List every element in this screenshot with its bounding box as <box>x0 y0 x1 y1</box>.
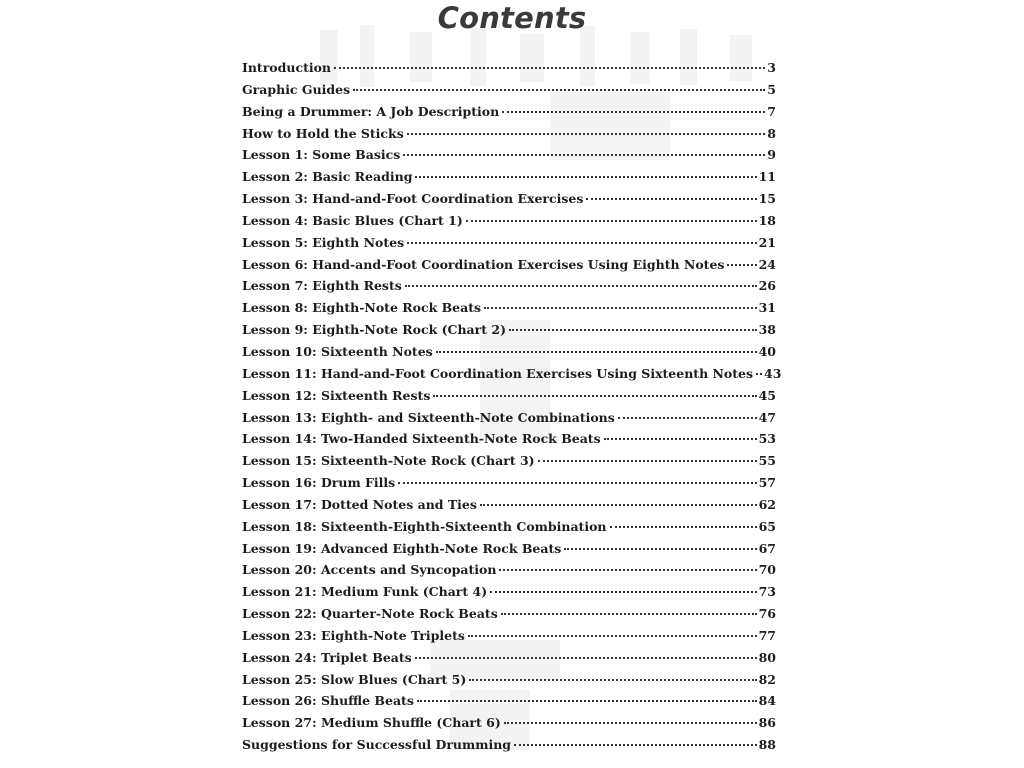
toc-entry-title: Lesson 23: Eighth-Note Triplets <box>242 627 465 643</box>
toc-entry <box>242 322 776 344</box>
toc-page-number: 9 <box>767 147 776 163</box>
toc-page-number: 40 <box>758 343 776 359</box>
dot-leader <box>756 373 762 375</box>
toc-entry-title: Lesson 15: Sixteenth-Note Rock (Chart 3) <box>242 453 535 469</box>
dot-leader <box>468 635 757 637</box>
toc-entry <box>242 562 776 584</box>
toc-entry <box>242 235 776 257</box>
toc-entry <box>242 431 776 453</box>
toc-entry <box>242 737 776 759</box>
toc-entry <box>242 715 776 737</box>
toc-page-number: 77 <box>758 627 776 643</box>
toc-entry <box>242 650 776 672</box>
toc-page-number: 62 <box>758 496 776 512</box>
dot-leader <box>403 154 765 156</box>
toc-page-number: 45 <box>758 387 776 403</box>
dot-leader <box>466 220 757 222</box>
toc-entry-title: Lesson 3: Hand-and-Foot Coordination Exercises <box>242 191 584 207</box>
toc-entry <box>242 104 776 126</box>
toc-entry <box>242 584 776 606</box>
toc-entry <box>242 82 776 104</box>
toc-entry <box>242 126 776 148</box>
toc-entry-title: Lesson 20: Accents and Syncopation <box>242 562 497 578</box>
dot-leader <box>564 548 756 550</box>
toc-entry <box>242 541 776 563</box>
toc-entry <box>242 213 776 235</box>
toc-entry <box>242 147 776 169</box>
toc-page-number: 43 <box>764 365 782 381</box>
toc-page-number: 24 <box>758 256 776 272</box>
toc-entry <box>242 628 776 650</box>
dot-leader <box>727 264 756 266</box>
toc-page-number: 65 <box>758 518 776 534</box>
toc-page-number: 88 <box>758 737 776 753</box>
toc-entry-title: Being a Drummer: A Job Description <box>242 103 500 119</box>
toc-page-number: 86 <box>758 715 776 731</box>
dot-leader <box>415 176 756 178</box>
toc-entry-title: Lesson 21: Medium Funk (Chart 4) <box>242 584 488 600</box>
dot-leader <box>484 307 757 309</box>
toc-page-number: 53 <box>758 431 776 447</box>
toc-page-number: 76 <box>758 606 776 622</box>
toc-entry-title: Lesson 8: Eighth-Note Rock Beats <box>242 300 482 316</box>
toc-entry <box>242 388 776 410</box>
toc-entry-title: Lesson 11: Hand-and-Foot Coordination Exercises Using Sixteenth Notes <box>242 365 754 381</box>
toc-entry-title: Lesson 10: Sixteenth Notes <box>242 343 433 359</box>
toc-entry-title: Lesson 14: Two-Handed Sixteenth-Note Rock Beats <box>242 431 601 447</box>
toc-page-number: 7 <box>767 103 776 119</box>
toc-page-number: 82 <box>758 671 776 687</box>
toc-entry-title: Lesson 13: Eighth- and Sixteenth-Note Combinations <box>242 409 615 425</box>
dot-leader <box>415 657 757 659</box>
toc-entry <box>242 475 776 497</box>
toc-page-number: 5 <box>767 81 776 97</box>
toc-page-number: 73 <box>758 584 776 600</box>
toc-page-number: 84 <box>758 693 776 709</box>
toc-page-number: 15 <box>758 191 776 207</box>
toc-entry-title: Lesson 2: Basic Reading <box>242 169 413 185</box>
dot-leader <box>469 679 756 681</box>
toc-page-number: 80 <box>758 649 776 665</box>
toc-page-number: 3 <box>767 60 776 75</box>
toc-entry <box>242 519 776 541</box>
dot-leader <box>610 526 757 528</box>
dot-leader <box>618 417 757 419</box>
toc-entry-title: Lesson 12: Sixteenth Rests <box>242 387 431 403</box>
toc-entry <box>242 497 776 519</box>
toc-entry-title: Lesson 16: Drum Fills <box>242 475 396 491</box>
dot-leader <box>407 133 766 135</box>
dot-leader <box>480 504 757 506</box>
dot-leader <box>504 722 757 724</box>
toc-entry-title: Lesson 25: Slow Blues (Chart 5) <box>242 671 467 687</box>
dot-leader <box>538 460 757 462</box>
dot-leader <box>405 285 757 287</box>
toc-page-number: 18 <box>758 212 776 228</box>
dot-leader <box>501 613 757 615</box>
toc-entry <box>242 344 776 366</box>
toc-entry-title: Introduction <box>242 60 332 75</box>
toc-entry-title: Suggestions for Successful Drumming <box>242 737 512 753</box>
toc-entry <box>242 365 782 388</box>
toc-entry <box>242 191 776 213</box>
toc-page-number: 38 <box>758 322 776 338</box>
toc-entry-title: Lesson 1: Some Basics <box>242 147 401 163</box>
toc-entry <box>242 169 776 191</box>
dot-leader <box>398 482 756 484</box>
toc-page-number: 8 <box>767 125 776 141</box>
toc-entry <box>242 60 776 82</box>
toc-page-number: 26 <box>758 278 776 294</box>
toc-entry-title: Lesson 19: Advanced Eighth-Note Rock Beats <box>242 540 562 556</box>
toc-entry-title: Graphic Guides <box>242 81 351 97</box>
table-of-contents <box>242 60 782 759</box>
toc-entry-title: Lesson 24: Triplet Beats <box>242 649 412 665</box>
toc-entry-title: Lesson 4: Basic Blues (Chart 1) <box>242 212 463 228</box>
toc-page-number: 47 <box>758 409 776 425</box>
toc-entry <box>242 672 776 694</box>
toc-entry-title: Lesson 7: Eighth Rests <box>242 278 402 294</box>
toc-entry-title: Lesson 5: Eighth Notes <box>242 234 405 250</box>
toc-entry <box>242 453 776 475</box>
toc-entry-title: Lesson 6: Hand-and-Foot Coordination Exercises Using Eighth Notes <box>242 256 725 272</box>
toc-entry <box>242 278 776 300</box>
toc-entry-title: Lesson 22: Quarter-Note Rock Beats <box>242 606 498 622</box>
dot-leader <box>514 744 757 746</box>
dot-leader <box>490 591 756 593</box>
dot-leader <box>502 111 765 113</box>
toc-page-number: 57 <box>758 475 776 491</box>
dot-leader <box>509 329 757 331</box>
toc-page-number: 55 <box>758 453 776 469</box>
toc-page-number: 21 <box>758 234 776 250</box>
page-title: Contents <box>437 1 587 35</box>
toc-entry <box>242 257 776 279</box>
dot-leader <box>353 89 765 91</box>
dot-leader <box>407 242 756 244</box>
dot-leader <box>433 395 756 397</box>
toc-page-number: 67 <box>758 540 776 556</box>
toc-entry-title: Lesson 18: Sixteenth-Eighth-Sixteenth Combination <box>242 518 607 534</box>
dot-leader <box>417 700 757 702</box>
dot-leader <box>436 351 757 353</box>
toc-page-number: 70 <box>758 562 776 578</box>
toc-page-number: 11 <box>758 169 776 185</box>
toc-entry <box>242 410 776 432</box>
toc-entry-title: How to Hold the Sticks <box>242 125 404 141</box>
toc-page-number: 31 <box>758 300 776 316</box>
toc-entry-title: Lesson 9: Eighth-Note Rock (Chart 2) <box>242 322 506 338</box>
dot-leader <box>334 67 765 69</box>
toc-entry-title: Lesson 26: Shuffle Beats <box>242 693 414 709</box>
toc-entry-title: Lesson 27: Medium Shuffle (Chart 6) <box>242 715 501 731</box>
dot-leader <box>586 198 756 200</box>
toc-entry <box>242 300 776 322</box>
toc-entry <box>242 606 776 628</box>
dot-leader <box>604 438 757 440</box>
toc-entry-title: Lesson 17: Dotted Notes and Ties <box>242 496 477 512</box>
dot-leader <box>499 569 756 571</box>
toc-entry <box>242 693 776 715</box>
